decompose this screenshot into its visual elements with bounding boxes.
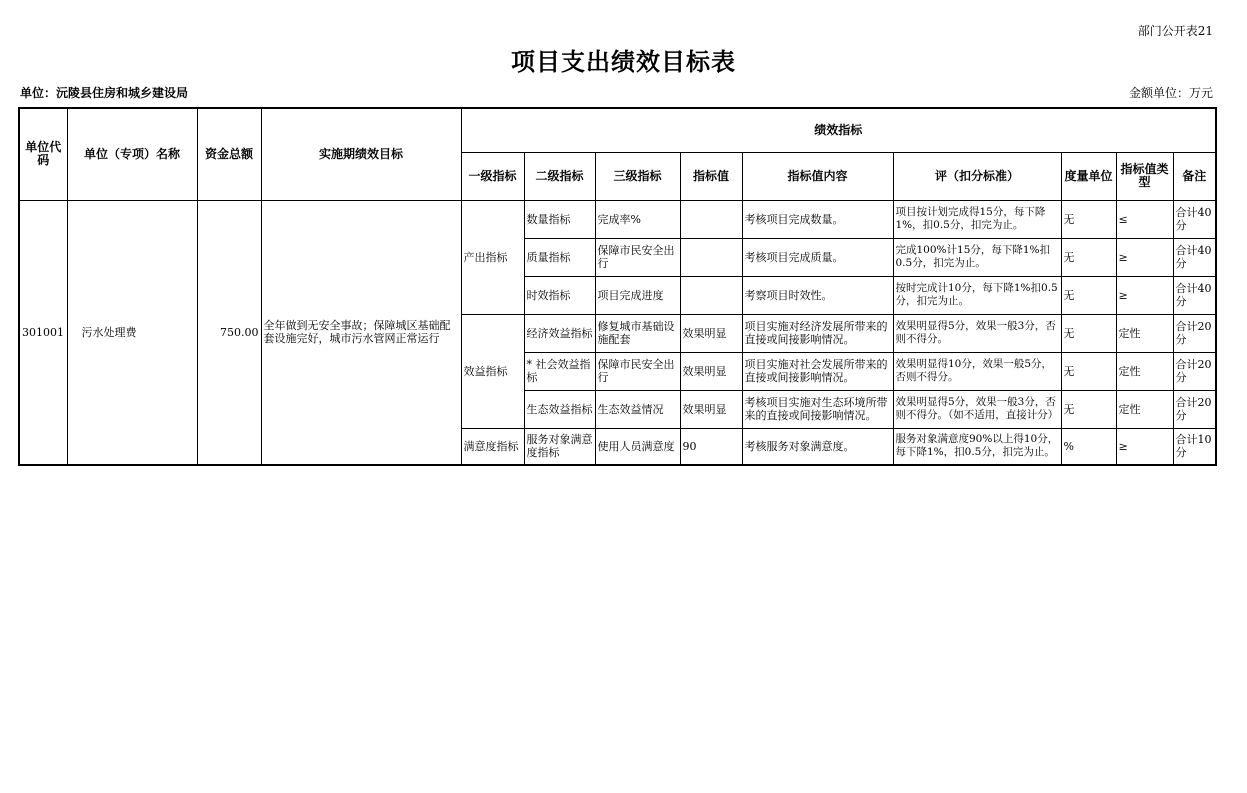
level2-cell: 生态效益指标 bbox=[524, 390, 595, 428]
level3-cell: 保障市民安全出行 bbox=[595, 238, 680, 276]
value-cell: 效果明显 bbox=[680, 390, 742, 428]
measure-unit-cell: % bbox=[1061, 428, 1116, 465]
scoring-cell: 按时完成计10分，每下降1%扣0.5分，扣完为止。 bbox=[893, 276, 1061, 314]
level2-cell: 时效指标 bbox=[524, 276, 595, 314]
scoring-cell: 效果明显得10分，效果一般5分，否则不得分。 bbox=[893, 352, 1061, 390]
remark-cell: 合计40分 bbox=[1173, 200, 1216, 238]
measure-unit-cell: 无 bbox=[1061, 276, 1116, 314]
content-cell: 考察项目时效性。 bbox=[742, 276, 893, 314]
header-level1: 一级指标 bbox=[461, 152, 524, 200]
remark-cell: 合计40分 bbox=[1173, 276, 1216, 314]
remark-cell: 合计20分 bbox=[1173, 390, 1216, 428]
performance-target-table bbox=[18, 107, 1217, 466]
project-target: 全年做到无安全事故；保障城区基础配套设施完好，城市污水管网正常运行 bbox=[261, 200, 461, 465]
header-unit-code: 单位代码 bbox=[19, 108, 67, 200]
header-scoring: 评（扣分标准） bbox=[893, 152, 1061, 200]
level3-cell: 使用人员满意度 bbox=[595, 428, 680, 465]
project-code: 301001 bbox=[19, 200, 67, 465]
level3-cell: 修复城市基础设施配套 bbox=[595, 314, 680, 352]
remark-cell: 合计40分 bbox=[1173, 238, 1216, 276]
level1-output: 产出指标 bbox=[461, 200, 524, 314]
level2-cell: 质量指标 bbox=[524, 238, 595, 276]
header-remark: 备注 bbox=[1173, 152, 1216, 200]
value-cell bbox=[680, 276, 742, 314]
scoring-cell: 项目按计划完成得15分，每下降1%，扣0.5分，扣完为止。 bbox=[893, 200, 1061, 238]
project-amount: 750.00 bbox=[197, 200, 261, 465]
level2-cell: 经济效益指标 bbox=[524, 314, 595, 352]
header-indicators: 绩效指标 bbox=[461, 108, 1216, 152]
unit-label: 单位：沅陵县住房和城乡建设局 bbox=[20, 86, 189, 100]
scoring-cell: 效果明显得5分，效果一般3分，否则不得分。 bbox=[893, 314, 1061, 352]
measure-unit-cell: 无 bbox=[1061, 390, 1116, 428]
header-level2: 二级指标 bbox=[524, 152, 595, 200]
content-cell: 考核项目完成质量。 bbox=[742, 238, 893, 276]
value-type-cell: ≤ bbox=[1116, 200, 1173, 238]
header-target: 实施期绩效目标 bbox=[261, 108, 461, 200]
scoring-cell: 完成100%计15分，每下降1%扣0.5分，扣完为止。 bbox=[893, 238, 1061, 276]
level1-satisfaction: 满意度指标 bbox=[461, 428, 524, 465]
level3-cell: 完成率% bbox=[595, 200, 680, 238]
level2-cell: 服务对象满意度指标 bbox=[524, 428, 595, 465]
value-cell bbox=[680, 200, 742, 238]
content-cell: 考核项目完成数量。 bbox=[742, 200, 893, 238]
header-measure-unit: 度量单位 bbox=[1061, 152, 1116, 200]
remark-cell: 合计20分 bbox=[1173, 352, 1216, 390]
project-name: 污水处理费 bbox=[67, 200, 197, 465]
value-type-cell: 定性 bbox=[1116, 314, 1173, 352]
header-level3: 三级指标 bbox=[595, 152, 680, 200]
value-type-cell: ≥ bbox=[1116, 238, 1173, 276]
page-title: 项目支出绩效目标表 bbox=[511, 48, 736, 76]
value-type-cell: ≥ bbox=[1116, 276, 1173, 314]
header-value: 指标值 bbox=[680, 152, 742, 200]
header-unit-name: 单位（专项）名称 bbox=[67, 108, 197, 200]
value-type-cell: 定性 bbox=[1116, 390, 1173, 428]
header-content: 指标值内容 bbox=[742, 152, 893, 200]
level2-cell: * 社会效益指标 bbox=[524, 352, 595, 390]
amount-unit-label: 金额单位：万元 bbox=[1128, 86, 1213, 100]
value-cell: 90 bbox=[680, 428, 742, 465]
remark-cell: 合计10分 bbox=[1173, 428, 1216, 465]
measure-unit-cell: 无 bbox=[1061, 200, 1116, 238]
header-total-funds: 资金总额 bbox=[197, 108, 261, 200]
value-type-cell: ≥ bbox=[1116, 428, 1173, 465]
level3-cell: 项目完成进度 bbox=[595, 276, 680, 314]
level2-cell: 数量指标 bbox=[524, 200, 595, 238]
content-cell: 项目实施对经济发展所带来的直接或间接影响情况。 bbox=[742, 314, 893, 352]
content-cell: 项目实施对社会发展所带来的直接或间接影响情况。 bbox=[742, 352, 893, 390]
scoring-cell: 效果明显得5分，效果一般3分，否则不得分。（如不适用，直接计分） bbox=[893, 390, 1061, 428]
value-cell: 效果明显 bbox=[680, 314, 742, 352]
measure-unit-cell: 无 bbox=[1061, 352, 1116, 390]
scoring-cell: 服务对象满意度90%以上得10分，每下降1%，扣0.5分，扣完为止。 bbox=[893, 428, 1061, 465]
header-value-type: 指标值类型 bbox=[1116, 152, 1173, 200]
value-type-cell: 定性 bbox=[1116, 352, 1173, 390]
level3-cell: 生态效益情况 bbox=[595, 390, 680, 428]
level3-cell: 保障市民安全出行 bbox=[595, 352, 680, 390]
content-cell: 考核服务对象满意度。 bbox=[742, 428, 893, 465]
measure-unit-cell: 无 bbox=[1061, 314, 1116, 352]
table-row bbox=[19, 200, 1216, 238]
form-number: 部门公开表21 bbox=[1137, 24, 1213, 38]
remark-cell: 合计20分 bbox=[1173, 314, 1216, 352]
level1-benefit: 效益指标 bbox=[461, 314, 524, 428]
measure-unit-cell: 无 bbox=[1061, 238, 1116, 276]
content-cell: 考核项目实施对生态环境所带来的直接或间接影响情况。 bbox=[742, 390, 893, 428]
value-cell bbox=[680, 238, 742, 276]
value-cell: 效果明显 bbox=[680, 352, 742, 390]
